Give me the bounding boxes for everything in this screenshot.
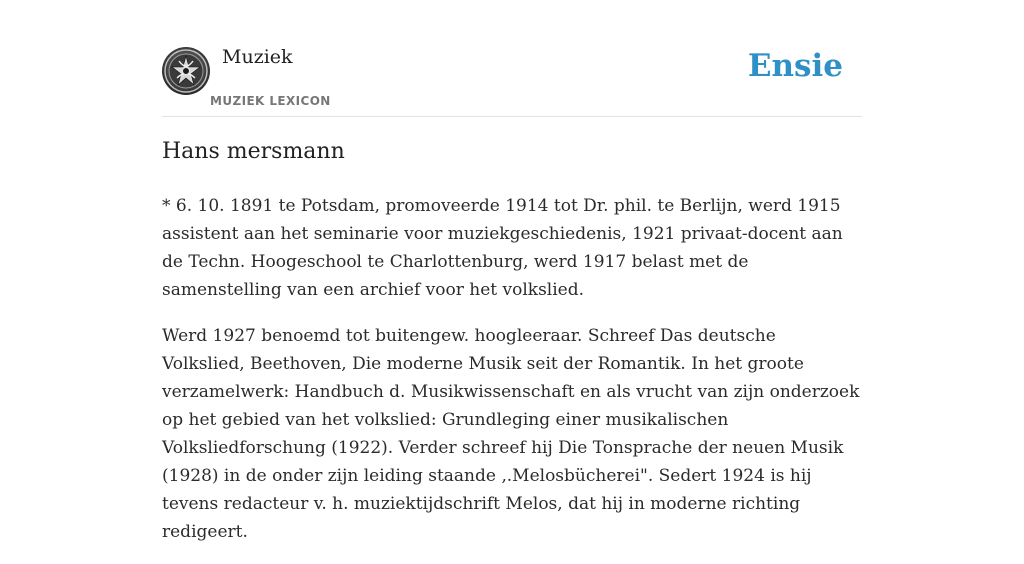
source-title[interactable]: Muziek	[222, 46, 293, 68]
source-header	[162, 0, 862, 117]
article-body	[162, 192, 862, 564]
source-subtitle[interactable]: MUZIEK LEXICON	[210, 94, 331, 108]
page-title: Hans mersmann	[162, 139, 345, 164]
article-paragraph: * 6. 10. 1891 te Potsdam, promoveerde 1914 tot Dr. phil. te Berlijn, werd 1915 assistent aan het seminarie voor muziekgeschiedenis, 1921 privaat-docent aan de Techn. Hoogeschool te Charlottenburg, werd 1917 belast met de samenstelling van een archief voor het volkslied.	[162, 196, 843, 300]
music-emblem-icon[interactable]	[162, 47, 210, 95]
article-paragraph: Werd 1927 benoemd tot buitengew. hoogleeraar. Schreef Das deutsche Volkslied, Beethoven, Die moderne Musik seit der Romantik. In het groote verzamelwerk: Handbuch d. Musikwissenschaft en als vrucht van zijn onderzoek op het gebied van het volkslied: Grundleging einer musikalischen Volksliedforschung (1922). Verder schreef hij Die Tonsprache der neuen Musik (1928) in de onder zijn leiding staande ‚.Melosbücherei". Sedert 1924 is hij tevens redacteur v. h. muziektijdschrift Melos, dat hij in moderne richting redigeert.	[162, 326, 860, 542]
brand-logo[interactable]: Ensie	[747, 48, 843, 84]
